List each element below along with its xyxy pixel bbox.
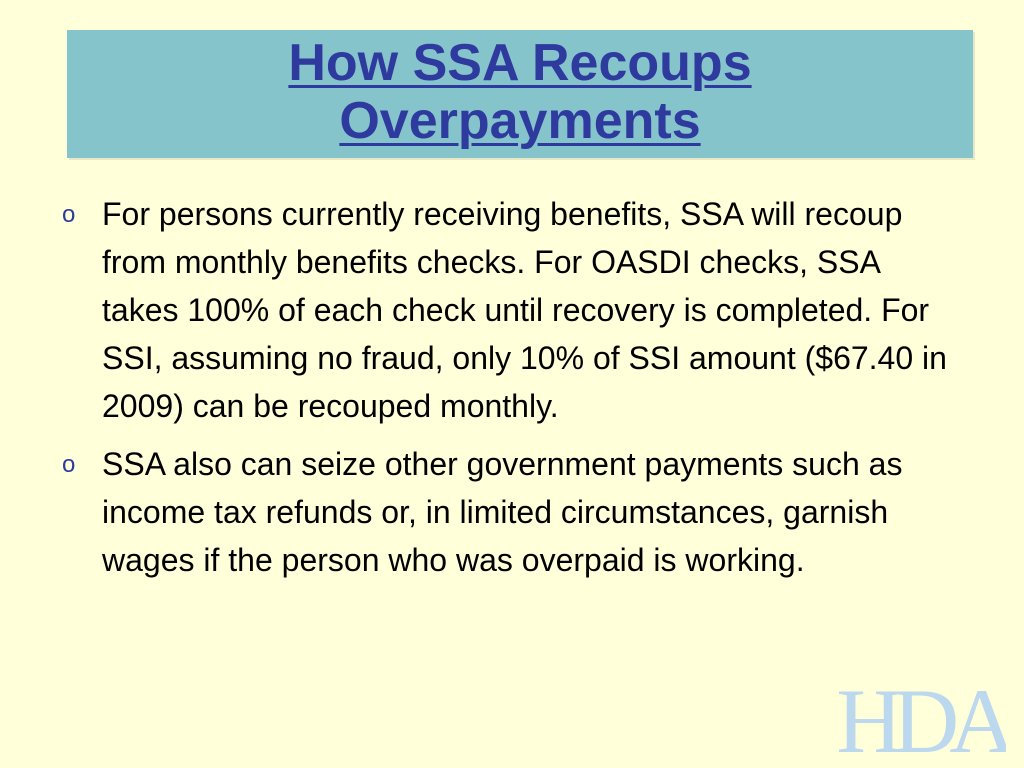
hda-logo xyxy=(836,678,1006,758)
title-banner xyxy=(67,30,973,158)
bullet-text-1: For persons currently receiving benefits, SSA will recoup from monthly benefits checks. For OASDI checks, SSA takes 100% of each check until recovery is completed. For SSI, assuming no fraud, only 10% of SSI amount ($67.40 in 2009) can be recouped monthly. xyxy=(102,196,947,424)
slide-title-line-1: How SSA Recoups xyxy=(288,34,752,92)
bullet-item-2 xyxy=(60,440,960,584)
hda-logo-text: HDA xyxy=(836,678,1006,758)
bullet-text-2: SSA also can seize other government payments such as income tax refunds or, in limited circumstances, garnish wages if the person who was overpaid is working. xyxy=(102,446,903,578)
bullet-marker-icon: o xyxy=(62,201,76,228)
bullet-list xyxy=(60,190,960,594)
bullet-item-1 xyxy=(60,190,960,430)
slide-title-line-2: Overpayments xyxy=(339,92,701,150)
slide-title xyxy=(67,34,973,150)
bullet-marker-icon: o xyxy=(62,451,76,478)
